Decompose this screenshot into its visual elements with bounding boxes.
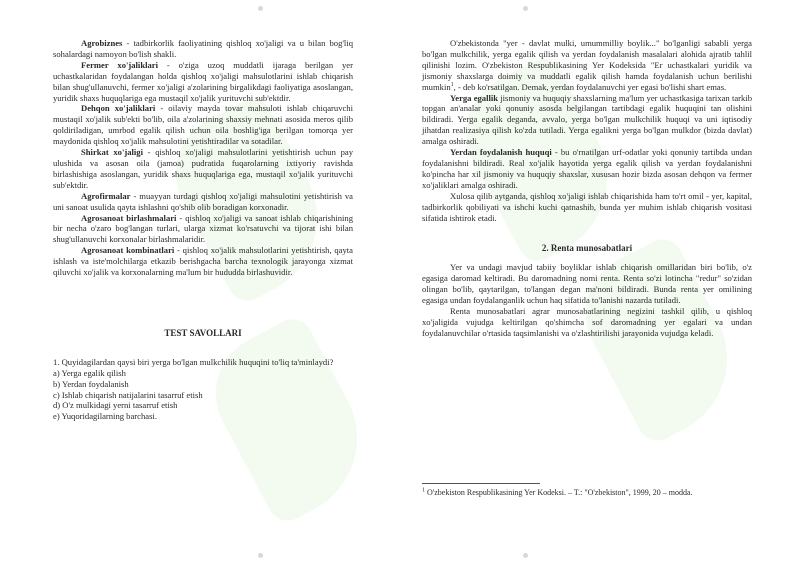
answer-option: c) Ishlab chiqarish natijalarini tasarruf etish: [53, 389, 203, 400]
paragraph-text: , - deb ko'rsatilgan. Demak, yerdan foydalanuvchi yer egasi bo'lishi shart emas.: [453, 81, 727, 92]
footnote: [422, 488, 752, 499]
section-heading: 2. Renta munosabatlari: [541, 243, 633, 254]
page-dot: [258, 6, 263, 11]
right-page: [422, 38, 752, 339]
definition-text: - qishloq xo'jalik mahsulotlarini yetishtirish, qayta ishlash va iste'molchilarga etkazib berishgacha barcha texnologik jarayonga xizmat qiluvchi xo'jalik va korxonalarning ma'lum bir hududda birlashuvidir.: [53, 245, 353, 278]
term: Fermer xo'jaliklari: [81, 59, 158, 70]
footnote-mark: 1: [422, 487, 425, 494]
definition-shirkat: [53, 147, 353, 191]
test-question: [53, 357, 353, 422]
page-dot: [523, 553, 528, 558]
paragraph-text: jismoniy va huquqiy shaxslarning ma'lum yer uchastkasiga tarixan tarkib topgan an'analar yoki qonuniy asosda belgilangan tartibdagi egalik huquqini tan olishini bildiradi. Yerga egalik deganda, avvalo, yerga bo'lgan mulkchilik huquqi va uni iqtisodiy jihatdan realizasiya qilish ko'zda tutiladi. Yerga egalikni yerga bo'lgan mulkdor (bizda davlat) amalga oshiradi.: [422, 92, 752, 147]
definition-text: - muayyan turdagi qishloq xo'jaligi mahsulotini yetishtirish va uni sanoat usulida qayta ishlashni qo'shib olib boradigan korxonadir.: [53, 190, 353, 212]
definition-kombinatlar: [53, 245, 353, 278]
test-heading: TEST SAVOLLARI: [164, 327, 242, 338]
definition-text: - o'ziga uzoq muddatli ijaraga berilgan yer uchastkalaridan foydalangan holda qishloq xo'jaligi mahsulotlarini ishlab chiqarish bilan shug'ullanuvchi, fermer xo'jaligi a'zolarining birgalikdagi faoliyatiga asoslangan, yuridik shaxs huquqlariga ega mustaqil xo'jalik yurituvchi sub'ektdir.: [53, 59, 353, 103]
paragraph: [422, 38, 752, 93]
term: Agrofirmalar: [81, 190, 131, 201]
definition-dehqon: [53, 103, 353, 147]
paragraph: Yer va undagi mavjud tabiiy boyliklar ishlab chiqarish omillaridan biri bo'lib, o'z egasiga daromad keltiradi. Bu daromadning nomi renta. Renta so'zi lotincha "redur" so'zidan olingan bo'lib, qaytarilgan, to'langan degan ma'noni bildiradi. Bunda renta yer omilining egasiga undan foydalanganlik uchun haq sifatida to'lanishi nazarda tutiladi.: [422, 262, 752, 306]
definition-text: - qishloq xo'jaligi va sanoat ishlab chiqarishining bir necha o'zaro bog'langan turlari, ularga xizmat ko'rsatuvchi va tijorat ishi bilan shug'ullanuvchi korxonalar birlashmalaridir.: [53, 212, 353, 245]
paragraph: [422, 93, 752, 148]
definition-fermer: [53, 60, 353, 104]
definition-birlashmalar: [53, 213, 353, 246]
definition-agrofirmalar: [53, 191, 353, 213]
answer-option: b) Yerdan foydalanish: [53, 378, 129, 389]
term: Shirkat xo'jaligi: [81, 147, 143, 158]
definition-text: - tadbirkorlik faoliyatining qishloq xo'jaligi va u bilan bog'liq sohalardagi namoyon bo'lish shakli.: [53, 38, 353, 59]
term: Agrosanoat kombinatlari: [81, 245, 175, 256]
answer-option: d) O'z mulkidagi yerni tasarruf etish: [53, 400, 178, 411]
term: Dehqon xo'jaliklari: [81, 103, 156, 114]
paragraph: Renta munosabatlari agrar munosabatlarining negizini tashkil qilib, u qishloq xo'jaligida vujudga keltirilgan qo'shimcha sof daromadning yer egalari va undan foydalanuvchilar o'rtasida taqsimlanishi va o'zlashtirilishi jarayonida vujudga keladi.: [422, 305, 752, 338]
footnote-reference: 1: [450, 81, 454, 88]
term: Yerga egallik: [450, 92, 499, 103]
footnote-divider: [422, 483, 540, 484]
paragraph-text: O'zbekistonda "yer - davlat mulki, umummilliy boylik..." bo'lganligi sababli yerga bo'lgan mulkchilik, yerga egalik qilish va yerdan foydalanish masalalari alohida ajratib tahlil qilinishi lozim. O'zbekiston Respublikasining Yer Kodeksida "Er uchastkalari yuridik va jismoniy shaxslarga doimiy va muddatli egalik qilish hamda foydalanish uchun berilishi mumkin: [422, 38, 752, 92]
left-page: [53, 38, 353, 422]
paragraph: Xulosa qilib aytganda, qishloq xo'jaligi ishlab chiqarishida ham to'rt omil - yer, kapital, tadbirkorlik qobiliyati va ishchi kuchi qatnashib, bunda yer muhim ishlab chiqarish vositasi sifatida ishtirok etadi.: [422, 190, 752, 223]
definition-agrobiznes: [53, 38, 353, 60]
answer-option: a) Yerga egalik qilish: [53, 367, 126, 378]
paragraph: [422, 147, 752, 191]
definition-text: - oilaviy mayda tovar mahsuloti ishlab chiqaruvchi mustaqil xo'jalik sub'ekti bo'lib, oila a'zolarining shaxsiy mehnati asosida meros qilib qoldiriladigan, umrbod egalik qilish uchun oila boshlig'iga berilgan tomorqa yer maydonida qishloq xo'jalik mahsulotini yetishtiradilar va sotadilar.: [53, 103, 353, 147]
page-dot: [523, 6, 528, 11]
term: Agrobiznes: [81, 38, 123, 48]
term: Agrosanoat birlashmalari: [81, 212, 177, 223]
answer-option: e) Yuqoridagilarning barchasi.: [53, 411, 157, 422]
page-dot: [258, 553, 263, 558]
footnote-text: O'zbekiston Respublikasining Yer Kodeksi. – T.: "O'zbekiston", 1999, 20 – modda.: [425, 488, 693, 497]
term: Yerdan foydalanish huquqi: [450, 147, 552, 158]
definition-text: - qishloq xo'jaligi mahsulotlarini yetishtirish uchun pay ulushida va asosan oila (jamoa) pudratida fuqarolarning ixtiyoriy ravishda birlashishiga asoslangan, yuridik shaxs huquqlariga ega, mustaqil xo'jalik yurituvchi sub'ektdir.: [53, 147, 353, 190]
question-text: 1. Quyidagilardan qaysi biri yerga bo'lgan mulkchilik huquqini to'liq ta'minlaydi?: [53, 356, 334, 367]
paragraph-text: - bu o'rnatilgan urf-odatlar yoki qonuniy tartibda undan foydalanishni bildiradi. Real xo'jalik hayotida yerga egalik qilish va yerdan foydalanishni ko'pincha har xil jismoniy va huquqiy shaxslar, xususan hozir bizda asosan dehqon va fermer xo'jaliklari amalga oshiradi.: [422, 147, 752, 190]
